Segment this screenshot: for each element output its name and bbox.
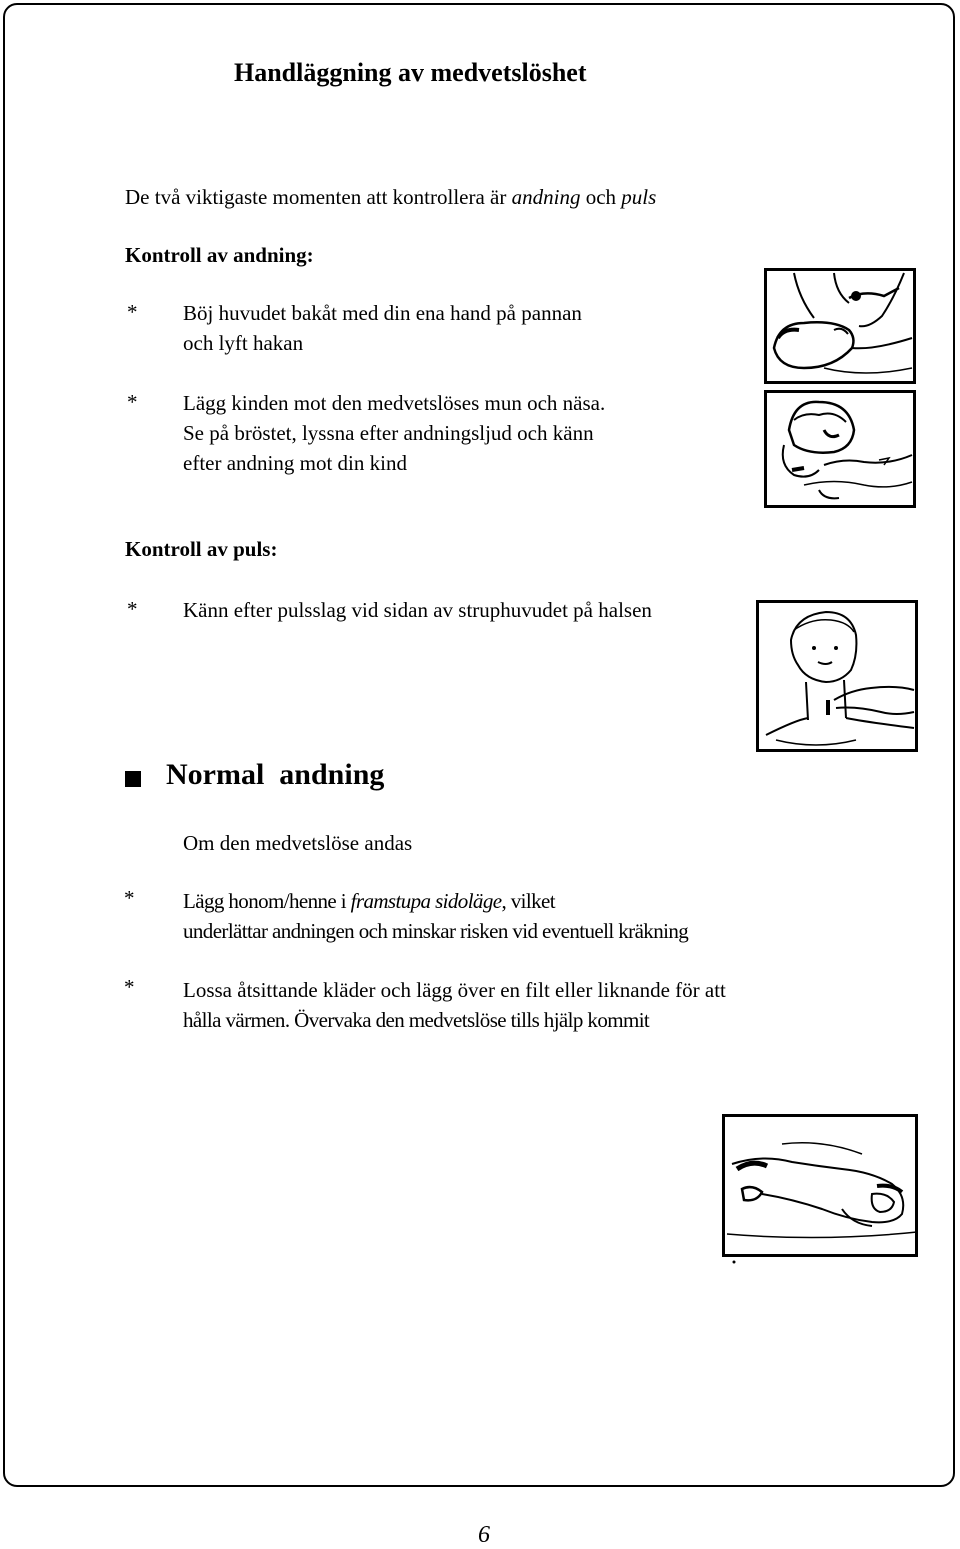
list-item-line: underlättar andningen och minskar risken vid eventuell kräkning <box>183 919 689 943</box>
list-item-line <box>183 886 555 916</box>
list-item-line: och lyft hakan <box>183 331 304 355</box>
breathing-check-heading: Kontroll av andning: <box>125 243 314 267</box>
pulse-check-heading: Kontroll av puls: <box>125 537 278 561</box>
recovery-suffix: , vilket <box>501 889 555 913</box>
list-item-line: efter andning mot din kind <box>183 451 407 475</box>
recovery-position-emphasis: framstupa sidoläge <box>350 889 502 913</box>
intro-text <box>125 182 656 212</box>
bullet-star: * <box>124 975 135 999</box>
intro-mid: och <box>580 185 622 209</box>
normal-breathing-heading: Normal andning <box>166 758 385 791</box>
recovery-prefix: Lägg honom/henne i <box>183 889 351 913</box>
list-item-line: hålla värmen. Övervaka den medvetslöse tills hjälp kommit <box>183 1008 650 1032</box>
list-item-line: Böj huvudet bakåt med din ena hand på pannan <box>183 301 582 325</box>
bullet-star: * <box>127 390 138 414</box>
normal-breathing-intro: Om den medvetslöse andas <box>183 831 413 855</box>
bullet-star: * <box>124 886 135 910</box>
bullet-star: * <box>127 300 138 324</box>
square-bullet-icon <box>125 771 141 787</box>
head-tilt-chin-lift-illustration <box>764 268 916 384</box>
intro-prefix: De två viktigaste momenten att kontrollera är <box>125 185 512 209</box>
page-title: Handläggning av medvetslöshet <box>234 58 587 87</box>
bullet-star: * <box>127 597 138 621</box>
list-item-line: Se på bröstet, lyssna efter andningsljud och känn <box>183 421 594 445</box>
carotid-pulse-illustration <box>756 600 918 752</box>
recovery-position-illustration <box>722 1114 918 1264</box>
intro-emphasis-pulse: puls <box>621 185 657 209</box>
list-item-line: Lägg kinden mot den medvetslöses mun och näsa. <box>183 391 606 415</box>
list-item-line: Lossa åtsittande kläder och lägg över en filt eller liknande för att <box>183 978 726 1002</box>
list-item-line: Känn efter pulsslag vid sidan av struphuvudet på halsen <box>183 598 652 622</box>
intro-emphasis-breathing: andning <box>511 185 581 209</box>
check-breathing-illustration <box>764 390 916 508</box>
page-number: 6 <box>478 1522 490 1548</box>
